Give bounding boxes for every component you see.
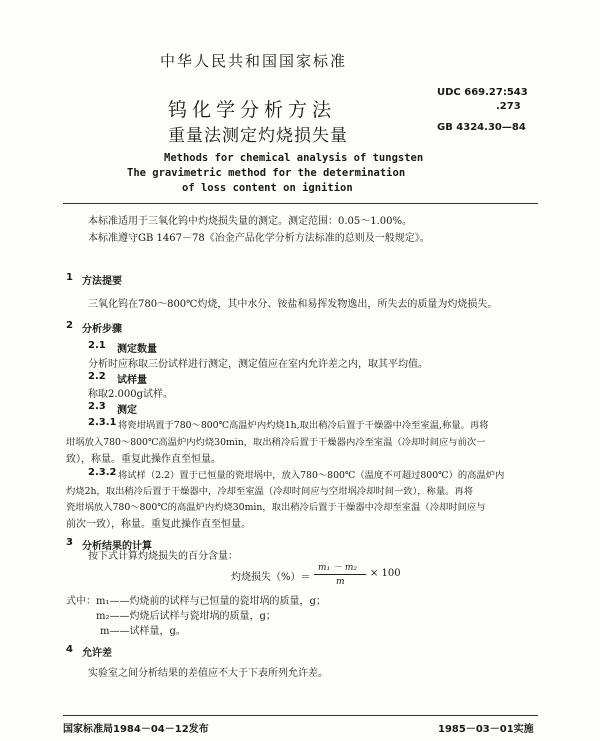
section-2-3-number: 2.3 xyxy=(88,401,106,412)
country-standard-heading: 中华人民共和国国家标准 xyxy=(160,52,348,70)
section-1-text: 三氧化钨在780～800℃灼烧，其中水分、铵盐和易挥发物逸出，所失去的质量为灼烧损失。 xyxy=(88,299,498,310)
section-2-3-title: 测定 xyxy=(117,405,137,416)
section-2-1-number: 2.1 xyxy=(88,340,106,351)
udc-code: UDC 669.27:543 xyxy=(437,87,528,98)
section-2-3-2-line: 瓷坩埚放入780～800℃的高温炉内灼烧30min，取出稍冷后置于干燥器中冷却至室温（冷却时间应与 xyxy=(66,502,486,513)
section-2-2-number: 2.2 xyxy=(88,371,106,382)
udc-code-cont: .273 xyxy=(496,101,521,112)
where-label: 式中： xyxy=(66,596,96,607)
document-subtitle: 重量法测定灼烧损失量 xyxy=(168,126,348,146)
section-2-2-text: 称取2.000g试样。 xyxy=(88,389,174,400)
section-3-title: 分析结果的计算 xyxy=(82,541,152,552)
english-title-line: Methods for chemical analysis of tungsten xyxy=(164,152,424,164)
section-2-3-1-number: 2.3.1 xyxy=(88,417,117,428)
effective-date: 1985－03－01实施 xyxy=(438,724,534,735)
variable-definition: m——试样量，g。 xyxy=(100,626,186,637)
gb-standard-number: GB 4324.30—84 xyxy=(437,122,526,133)
bottom-divider xyxy=(63,715,538,716)
intro-compliance: 本标准遵守GB 1467－78《冶金产品化学分析方法标准的总则及一般规定》。 xyxy=(88,233,430,244)
english-title-line: of loss content on ignition xyxy=(182,182,353,194)
section-2-3-2-line: 将试样（2.2）置于已恒量的瓷坩埚中，放入780～800℃（温度不可超过800℃）的高温炉内 xyxy=(118,470,505,481)
section-1-title: 方法提要 xyxy=(82,276,122,287)
formula-left: 灼烧损失（%）＝ xyxy=(231,572,311,583)
issue-date: 国家标准局1984－04－12发布 xyxy=(63,724,209,735)
formula-right: × 100 xyxy=(370,568,401,579)
intro-scope: 本标准适用于三氧化钨中灼烧损失量的测定。测定范围：0.05～1.00%。 xyxy=(88,216,413,227)
section-4-title: 允许差 xyxy=(82,648,112,659)
section-2-title: 分析步骤 xyxy=(82,324,122,335)
fraction-bar xyxy=(314,574,366,575)
section-2-3-1-line: 致），称量。重复此操作直至恒量。 xyxy=(66,454,221,465)
formula-numerator: m₁ － m₂ xyxy=(318,563,358,573)
section-2-3-1-line: 坩埚放入780～800℃高温炉内灼烧30min，取出稍冷后置于干燥器内冷至室温（冷却时间应与前次一 xyxy=(66,437,486,448)
section-2-3-1-line: 将瓷坩埚置于780～800℃高温炉内灼烧1h,取出稍冷后置于干燥器中冷至室温,称量。再将 xyxy=(118,420,489,431)
variable-definition: m₁——灼烧前的试样与已恒量的瓷坩埚的质量，g； xyxy=(96,596,326,607)
variable-definition: m₂——灼烧后试样与瓷坩埚的质量，g； xyxy=(96,611,276,622)
section-2-3-2-number: 2.3.2 xyxy=(88,467,117,478)
section-2-2-title: 试样量 xyxy=(117,375,147,386)
section-3-number: 3 xyxy=(66,537,73,548)
section-4-number: 4 xyxy=(66,644,73,655)
section-2-1-text: 分析时应称取三份试样进行测定，测定值应在室内允许差之内，取其平均值。 xyxy=(88,359,428,370)
section-2-1-title: 测定数量 xyxy=(117,344,157,355)
document-title: 钨化学分析方法 xyxy=(168,99,337,121)
top-divider xyxy=(63,203,538,204)
section-2-3-2-line: 灼烧2h，取出稍冷后置于干燥器中，冷却至室温（冷却时间应与空坩埚冷却时间一致），称量。再将 xyxy=(66,486,474,497)
formula-lead: 按下式计算灼烧损失的百分含量： xyxy=(88,551,238,562)
section-1-number: 1 xyxy=(66,272,73,283)
formula-denominator: m xyxy=(336,577,345,587)
section-2-number: 2 xyxy=(66,320,73,331)
english-title-line: The gravimetric method for the determination xyxy=(127,167,406,179)
section-4-text: 实验室之间分析结果的差值应不大于下表所列允许差。 xyxy=(88,668,328,679)
section-2-3-2-line: 前次一致），称量。重复此操作直至恒量。 xyxy=(66,519,251,530)
